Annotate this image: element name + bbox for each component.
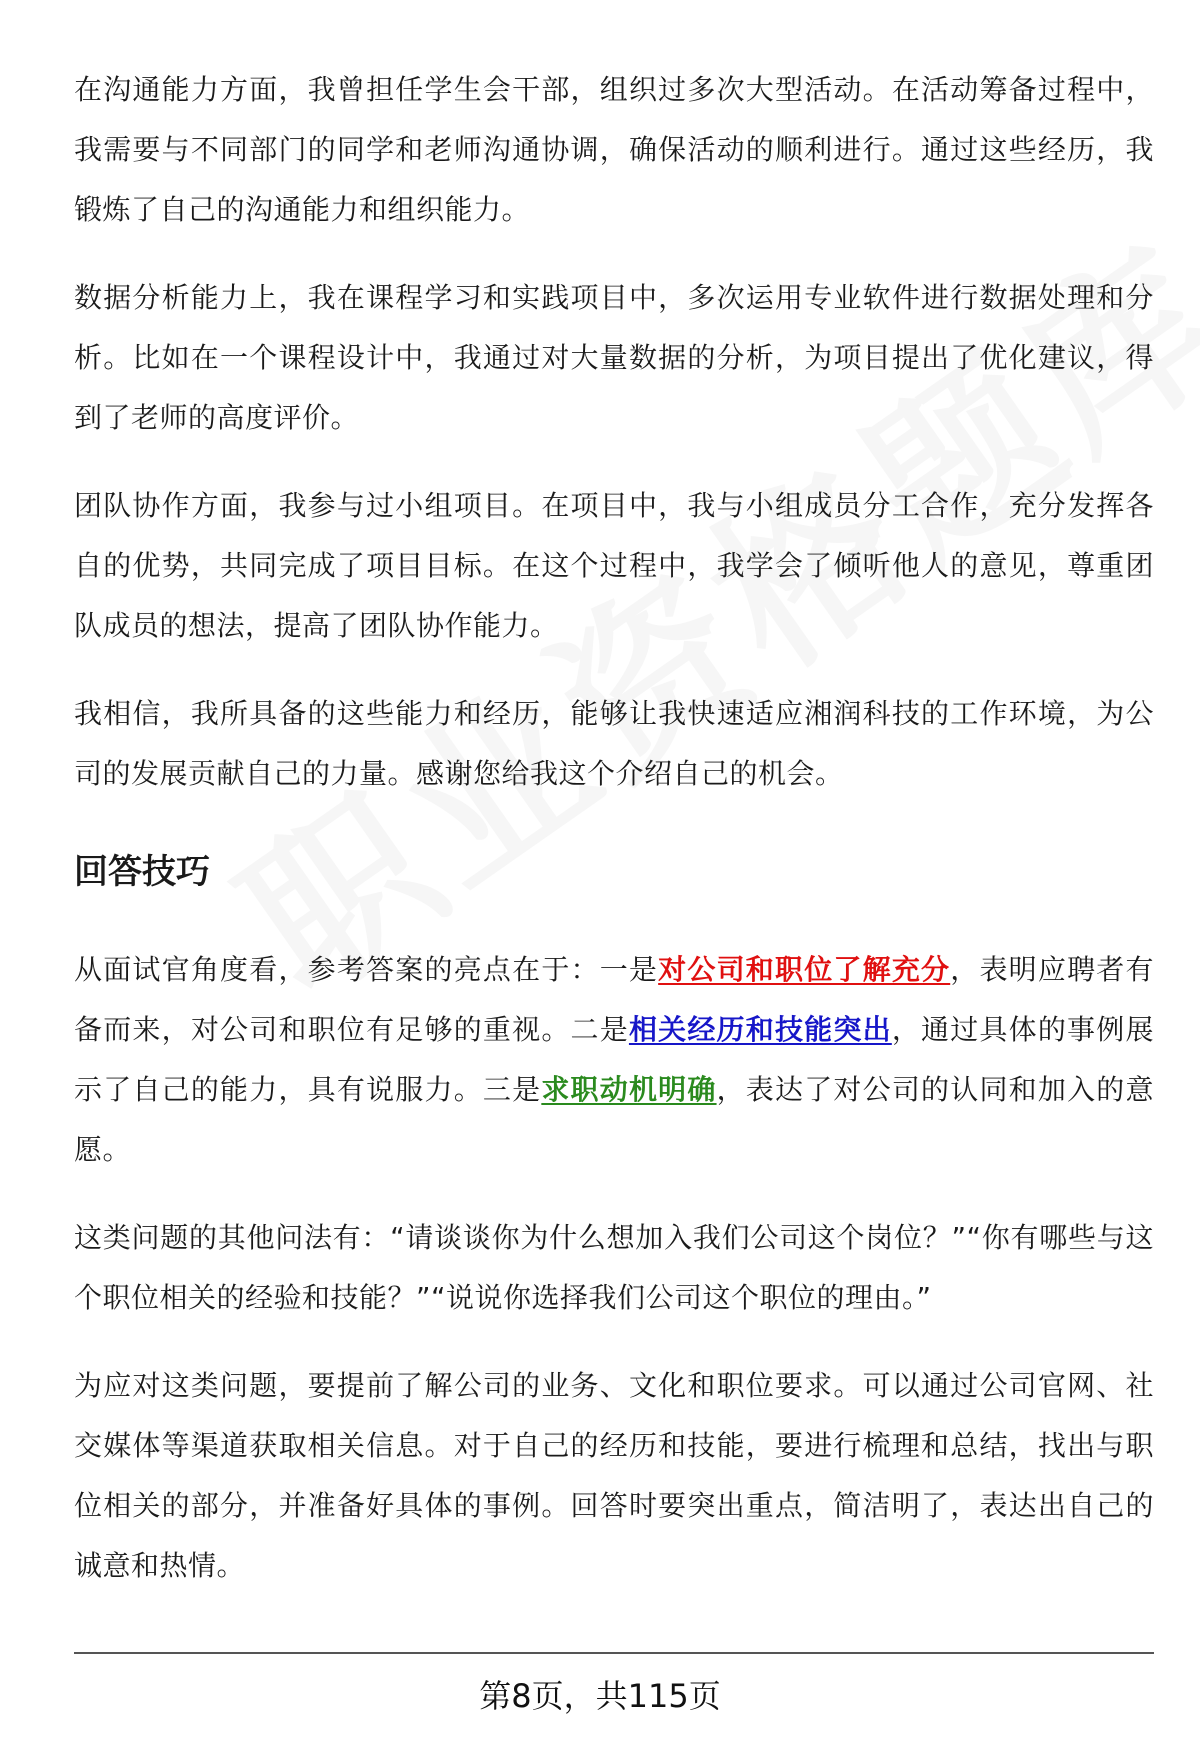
paragraph-data-analysis: 数据分析能力上，我在课程学习和实践项目中，多次运用专业软件进行数据处理和分析。比如在一个课程设计中，我通过对大量数据的分析，为项目提出了优化建议，得到了老师的高度评价。	[74, 281, 1154, 434]
paragraph-preparation: 为应对这类问题，要提前了解公司的业务、文化和职位要求。可以通过公司官网、社交媒体等渠道获取相关信息。对于自己的经历和技能，要进行梳理和总结，找出与职位相关的部分，并准备好具体的事例。回答时要突出重点，简洁明了，表达出自己的诚意和热情。	[74, 1369, 1154, 1582]
tips-text-3: ，通过具体的事例展示了自己的能力，具有说服力。三是	[74, 1013, 1154, 1106]
tips-text-4: ，表达了对公司的认同和加入的意愿。	[74, 1073, 1154, 1166]
footer-divider	[74, 1652, 1154, 1654]
tips-text-1: 从面试官角度看，参考答案的亮点在于：一是	[74, 953, 659, 986]
paragraph-teamwork: 团队协作方面，我参与过小组项目。在项目中，我与小组成员分工合作，充分发挥各自的优势，共同完成了项目目标。在这个过程中，我学会了倾听他人的意见，尊重团队成员的想法，提高了团队协作能力。	[74, 489, 1154, 642]
highlight-company-knowledge: 对公司和职位了解充分	[658, 953, 951, 986]
paragraph-conclusion: 我相信，我所具备的这些能力和经历，能够让我快速适应湘润科技的工作环境，为公司的发展贡献自己的力量。感谢您给我这个介绍自己的机会。	[74, 697, 1154, 790]
highlight-experience-skills: 相关经历和技能突出	[628, 1013, 892, 1046]
document-page	[74, 60, 1154, 1624]
paragraph-alternative-questions: 这类问题的其他问法有：“请谈谈你为什么想加入我们公司这个岗位？”“你有哪些与这个职位相关的经验和技能？”“说说你选择我们公司这个职位的理由。”	[74, 1221, 1154, 1314]
section-heading: 回答技巧	[74, 852, 210, 892]
paragraph-tips	[74, 940, 1154, 1180]
highlight-motivation: 求职动机明确	[541, 1073, 717, 1106]
page-number: 第8页，共115页	[479, 1677, 721, 1715]
paragraph-communication: 在沟通能力方面，我曾担任学生会干部，组织过多次大型活动。在活动筹备过程中，我需要与不同部门的同学和老师沟通协调，确保活动的顺利进行。通过这些经历，我锻炼了自己的沟通能力和组织能力。	[74, 73, 1154, 226]
tips-text-2: ，表明应聘者有备而来，对公司和职位有足够的重视。二是	[74, 953, 1154, 1046]
